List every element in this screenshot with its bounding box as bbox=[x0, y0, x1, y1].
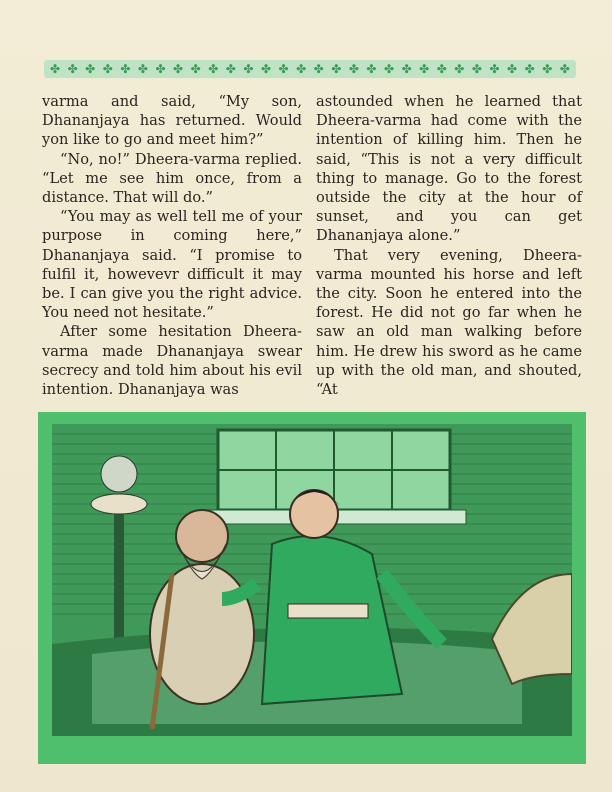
border-ornament-icon: ✤ bbox=[419, 62, 430, 76]
border-ornament-icon: ✤ bbox=[313, 62, 324, 76]
border-ornament-icon: ✤ bbox=[489, 62, 500, 76]
border-ornament-icon: ✤ bbox=[436, 62, 447, 76]
border-ornament-icon: ✤ bbox=[454, 62, 465, 76]
paragraph: “No, no!” Dheera-varma replied. “Let me see him once, from a distance. That will do.” bbox=[42, 150, 302, 207]
border-ornament-icon: ✤ bbox=[190, 62, 201, 76]
border-ornament-icon: ✤ bbox=[366, 62, 377, 76]
right-text-column bbox=[316, 92, 582, 399]
border-ornament-icon: ✤ bbox=[50, 62, 61, 76]
border-ornament-icon: ✤ bbox=[542, 62, 553, 76]
border-ornament-icon: ✤ bbox=[260, 62, 271, 76]
paragraph: That very evening, Dheera-varma mounted his horse and left the city. Soon he entered into the forest. He did not go far when he saw an old man walking before him. He drew his sword as he came up with the old man, and shouted, “At bbox=[316, 246, 582, 399]
border-ornament-icon: ✤ bbox=[67, 62, 78, 76]
border-ornament-icon: ✤ bbox=[296, 62, 307, 76]
paragraph: varma and said, “My son, Dhananjaya has returned. Would yon like to go and meet him?” bbox=[42, 93, 302, 149]
border-ornament-icon: ✤ bbox=[401, 62, 412, 76]
border-ornament-icon: ✤ bbox=[507, 62, 518, 76]
border-ornament-icon: ✤ bbox=[383, 62, 395, 76]
border-ornament-icon: ✤ bbox=[331, 62, 342, 76]
border-ornament-icon: ✤ bbox=[243, 62, 254, 76]
border-ornament-icon: ✤ bbox=[102, 62, 113, 76]
illustration-image bbox=[52, 424, 572, 736]
paragraph: astounded when he learned that Dheera-varma had come with the intention of killing him. Then he said, “This is not a very difficult thing to manage. Go to the forest outside the city at the hour of sunset, and you can get Dhananjaya alone.” bbox=[316, 93, 582, 245]
paragraph: “You may as well tell me of your purpose in coming here,” Dhananjaya said. “I promise to fulfil it, howevevr difficult it may be. I can give you the right advice. You need not hesitate.” bbox=[42, 208, 302, 322]
border-ornament-icon: ✤ bbox=[278, 62, 289, 76]
border-ornament-icon: ✤ bbox=[348, 62, 359, 76]
border-ornament-icon: ✤ bbox=[225, 62, 236, 76]
border-ornament-icon: ✤ bbox=[155, 62, 166, 76]
left-text-column bbox=[42, 92, 302, 399]
illustration-frame bbox=[38, 412, 586, 764]
decorative-border-strip bbox=[44, 60, 576, 78]
border-ornament-icon: ✤ bbox=[137, 62, 148, 76]
border-ornament-icon: ✤ bbox=[85, 62, 96, 76]
border-ornament-icon: ✤ bbox=[120, 62, 131, 76]
paragraph: After some hesitation Dheera-varma made Dhananjaya swear secrecy and told him about his evil intention. Dhananjaya was bbox=[42, 323, 302, 399]
border-ornament-icon: ✤ bbox=[173, 62, 184, 76]
border-ornament-icon: ✤ bbox=[471, 62, 482, 76]
border-ornament-icon: ✤ bbox=[524, 62, 535, 76]
border-ornament-icon: ✤ bbox=[559, 62, 570, 76]
border-ornament-icon: ✤ bbox=[208, 62, 219, 76]
illustration-scene bbox=[52, 424, 572, 736]
